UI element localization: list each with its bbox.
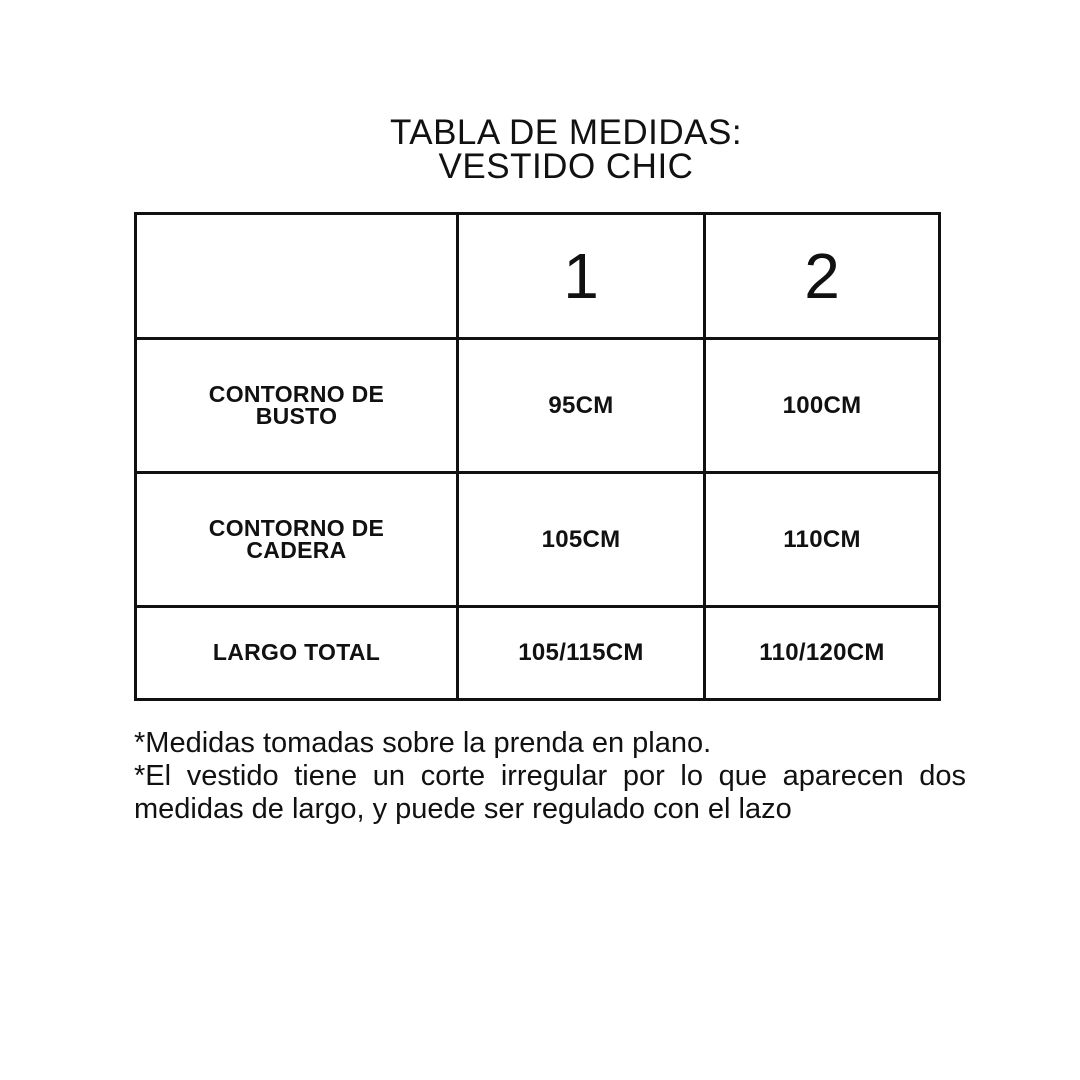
value: 105CM xyxy=(541,525,621,553)
size-number: 1 xyxy=(563,240,599,312)
table-row xyxy=(136,607,940,700)
value: 110CM xyxy=(783,525,861,553)
value: 100CM xyxy=(782,391,862,419)
value: 110/120CM xyxy=(759,639,885,666)
value-cell xyxy=(458,473,705,607)
row-label-cell xyxy=(136,473,458,607)
table-header-row xyxy=(136,214,940,339)
value-cell xyxy=(705,473,940,607)
value-cell xyxy=(705,339,940,473)
value: 105/115CM xyxy=(518,639,644,666)
notes xyxy=(134,727,966,826)
value-cell xyxy=(458,607,705,700)
size-header-1 xyxy=(458,214,705,339)
size-number: 2 xyxy=(804,240,840,312)
size-header-2 xyxy=(705,214,940,339)
note-flat-measure: *Medidas tomadas sobre la prenda en plano. xyxy=(134,727,712,759)
row-label: CONTORNO DE CADERA xyxy=(208,514,385,563)
page-title: TABLA DE MEDIDAS: xyxy=(389,113,743,152)
table-row xyxy=(136,339,940,473)
size-chart-table xyxy=(134,212,941,701)
value: 95CM xyxy=(548,391,614,419)
page-subtitle: VESTIDO CHIC xyxy=(438,147,694,186)
row-label: CONTORNO DE BUSTO xyxy=(208,380,385,429)
value-cell xyxy=(458,339,705,473)
note-irregular-cut: *El vestido tiene un corte irregular por lo que aparecen dos medidas de largo, y puede ser regulado con el lazo xyxy=(134,760,966,825)
row-label: LARGO TOTAL xyxy=(212,638,381,665)
row-label-cell xyxy=(136,339,458,473)
corner-cell xyxy=(136,214,458,339)
row-label-cell xyxy=(136,607,458,700)
table-row xyxy=(136,473,940,607)
value-cell xyxy=(705,607,940,700)
